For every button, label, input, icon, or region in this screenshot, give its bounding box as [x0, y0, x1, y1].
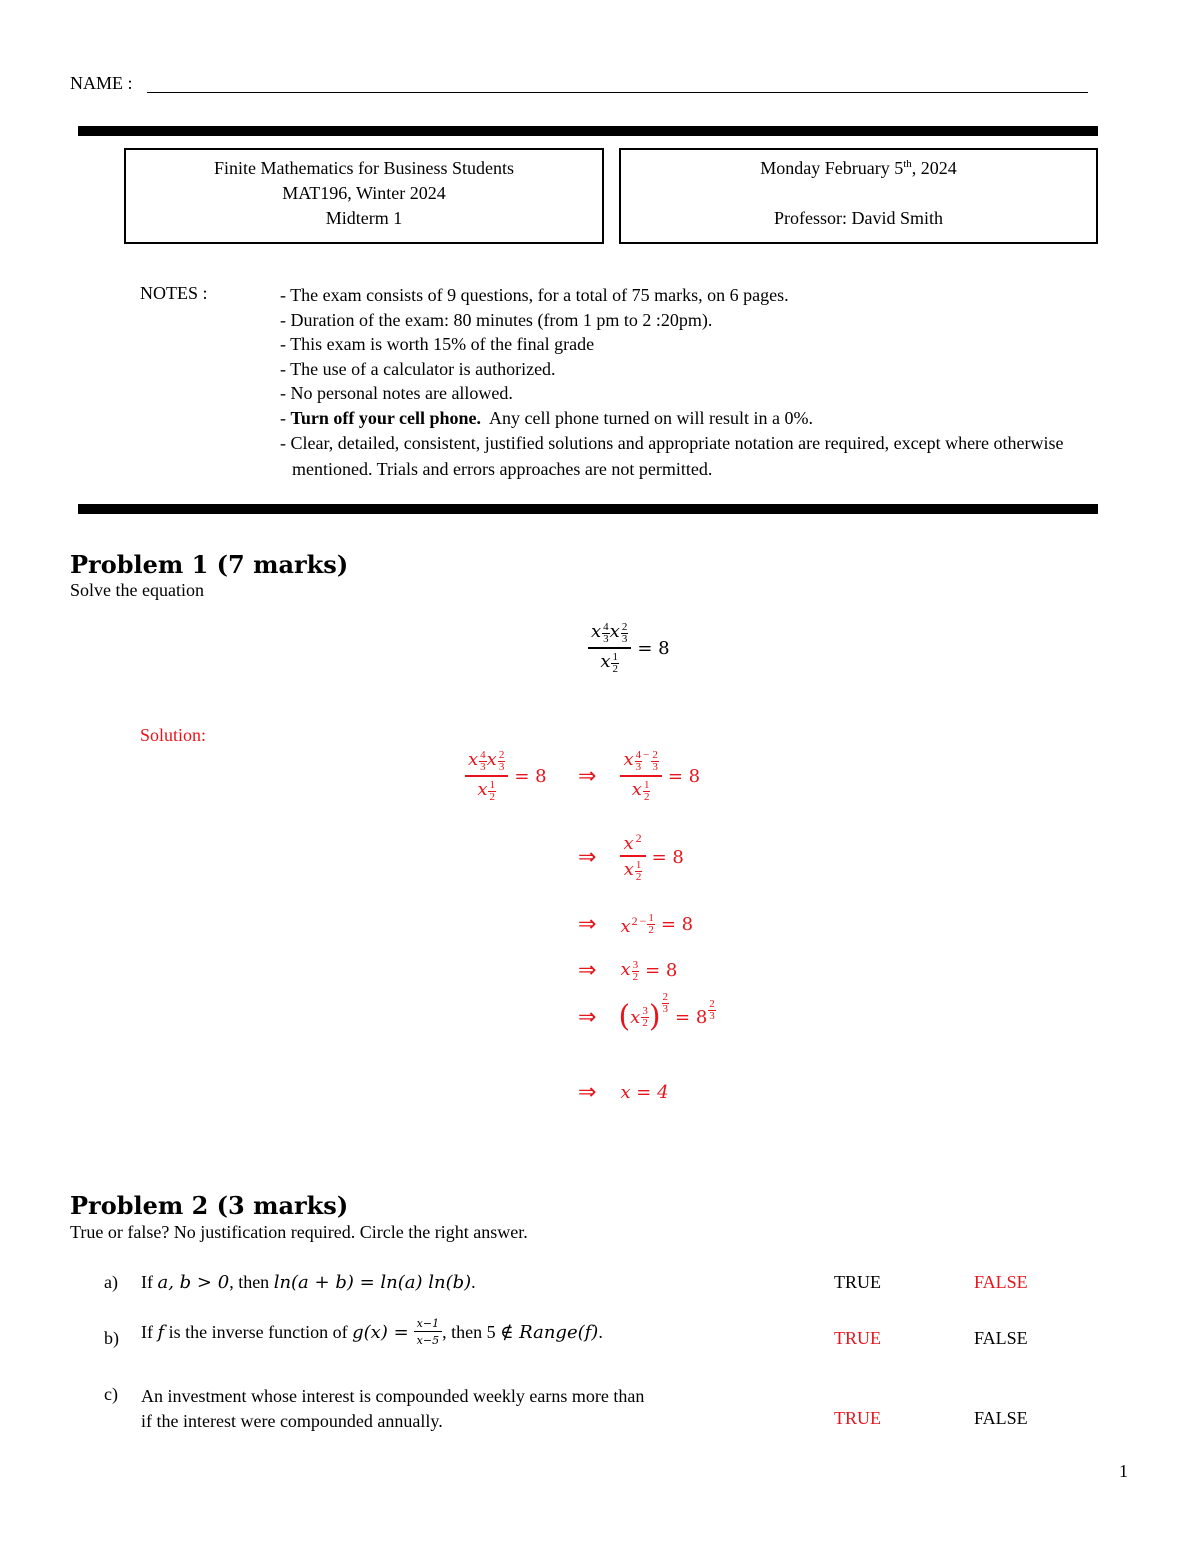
implies-arrow: ⇒	[578, 958, 597, 983]
question-a-letter: a)	[104, 1272, 118, 1292]
question-c-true-answer[interactable]: TRUE	[834, 1408, 881, 1428]
question-c-text: An investment whose interest is compounded weekly earns more than if the interest were compounded annually.	[141, 1386, 645, 1431]
problem2-title: Problem 2 (3 marks)	[70, 1191, 349, 1220]
exam-info-box	[619, 148, 1098, 244]
implies-arrow: ⇒	[578, 845, 597, 870]
solution-step-6: ⇒ ( x 3 2 ) 2 3 = 8 2 3	[578, 990, 715, 1034]
question-c-letter: c)	[104, 1384, 118, 1404]
note-item: - The exam consists of 9 questions, for a total of 75 marks, on 6 pages.	[280, 285, 789, 305]
question-b-false[interactable]: FALSE	[974, 1328, 1028, 1348]
solution-label: Solution:	[140, 725, 207, 745]
solution-step-4: ⇒ x 2 − $\frac{1}{2}$ = 8	[578, 911, 694, 937]
course-code: MAT196, Winter 2024	[282, 183, 446, 203]
solution-step-7: ⇒ x = 4	[578, 1080, 669, 1105]
note-item: - This exam is worth 15% of the final grade	[280, 334, 595, 354]
course-title: Finite Mathematics for Business Students	[214, 158, 514, 178]
name-label: NAME :	[70, 73, 133, 93]
implies-arrow: ⇒	[578, 1080, 597, 1105]
problem1-description: Solve the equation	[70, 580, 204, 600]
problem2-description: True or false? No justification required. Circle the right answer.	[70, 1222, 528, 1242]
top-divider	[78, 126, 1098, 136]
professor-name: Professor: David Smith	[774, 208, 943, 228]
course-info-box	[124, 148, 604, 244]
solution-step-3: ⇒ x 2 x $\frac{1}{2}$ = 8	[578, 831, 684, 883]
problem1-title: Problem 1 (7 marks)	[70, 550, 349, 579]
note-item: - The use of a calculator is authorized.	[280, 358, 556, 379]
question-c-false[interactable]: FALSE	[974, 1408, 1028, 1428]
page-number: 1	[1119, 1461, 1128, 1481]
name-line[interactable]	[147, 92, 1088, 93]
note-item: - Duration of the exam: 80 minutes (from 1 pm to 2 :20pm).	[280, 309, 713, 330]
note-item: - No personal notes are allowed.	[280, 383, 513, 403]
implies-arrow: ⇒	[578, 912, 597, 937]
implies-arrow: ⇒	[578, 764, 597, 789]
notes-label: NOTES :	[140, 283, 208, 303]
bottom-divider	[78, 504, 1098, 514]
exam-name: Midterm 1	[325, 208, 403, 228]
question-b-letter: b)	[104, 1328, 119, 1348]
note-item: - Clear, detailed, consistent, justified solutions and appropriate notation are required, except where otherwise mentioned. Trials and errors approaches are not permitted.	[280, 433, 1064, 479]
question-b-text: If f is the inverse function of g(x) = $\frac{x-1}{x-5}$ , then 5 ∉ Range(f) .	[141, 1317, 603, 1347]
question-a-true[interactable]: TRUE	[834, 1272, 881, 1292]
exam-date: Monday February 5th, 2024	[760, 158, 957, 178]
question-a-false-answer[interactable]: FALSE	[974, 1272, 1028, 1292]
question-b-true-answer[interactable]: TRUE	[834, 1328, 881, 1348]
notes-list	[280, 283, 1110, 482]
solution-step-1: x $\frac{4}{3}$ x $\frac{2}{3}$ x $\frac{1}{2}$ = 8	[465, 750, 547, 803]
note-item-phone: - Turn off your cell phone. Any cell phone turned on will result in a 0%.	[280, 407, 813, 428]
solution-step-2: ⇒ x $\frac{4}{3}$ − $\frac{2}{3}$ x $\frac{1}{2}$ = 8	[578, 749, 701, 803]
problem1-equation: x $\frac{4}{3}$ x $\frac{2}{3}$ x $\frac{1}{2}$ = 8	[588, 622, 670, 675]
solution-step-5: ⇒ x $\frac{3}{2}$ = 8	[578, 958, 678, 983]
question-a-text: If a, b > 0, then ln(a + b) = ln(a) ln(b).	[141, 1272, 476, 1293]
implies-arrow: ⇒	[578, 1004, 597, 1030]
